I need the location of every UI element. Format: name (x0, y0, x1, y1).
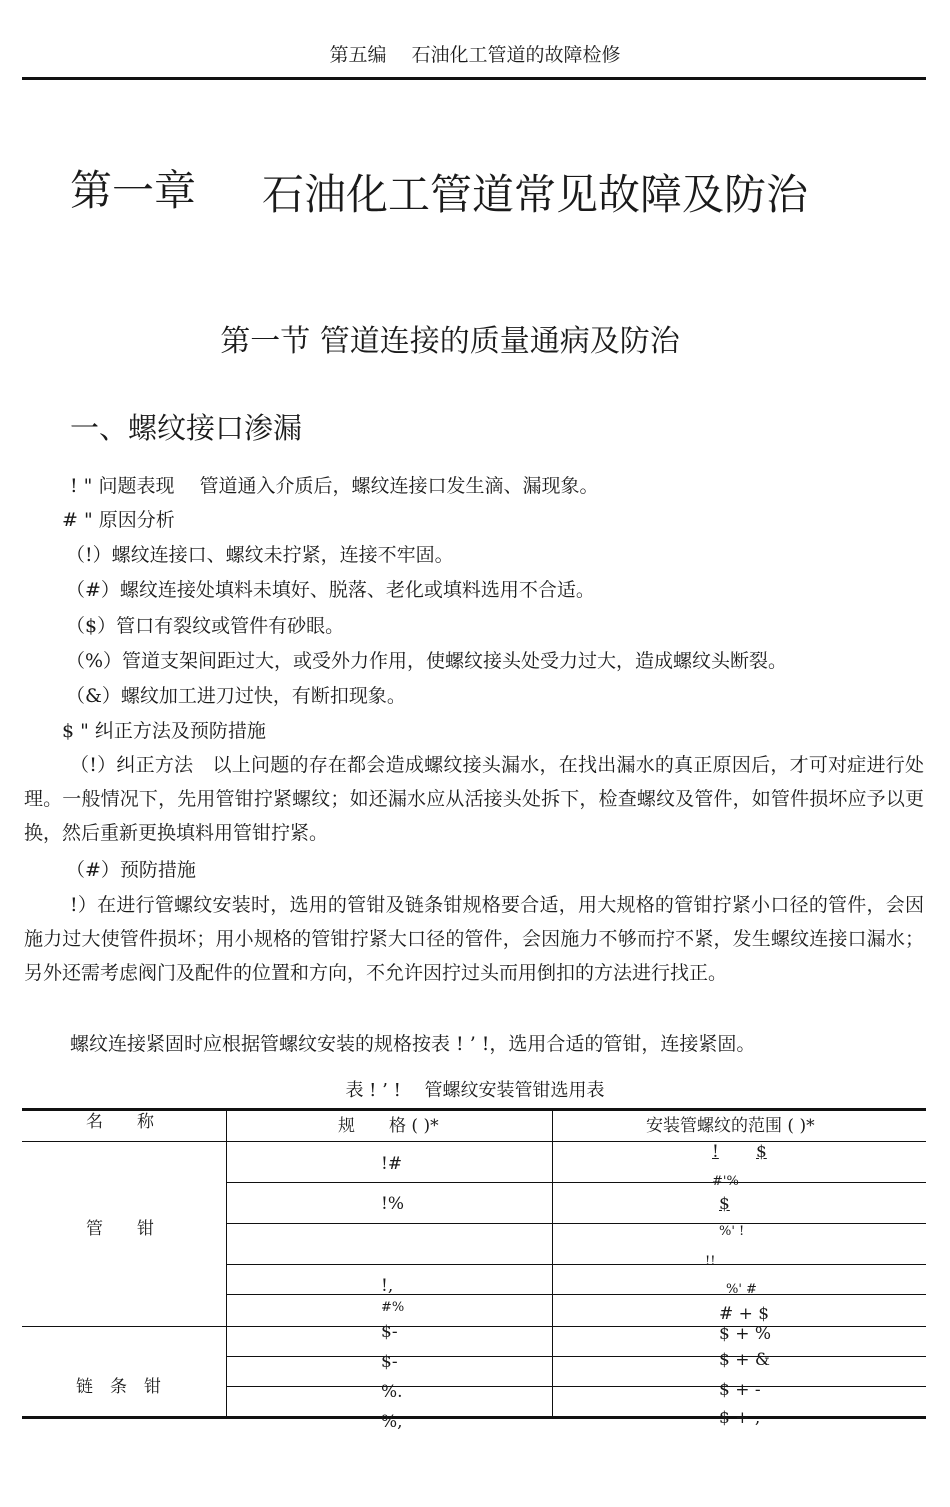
chapter-number: 第一章 (70, 166, 197, 215)
subsection-title: 一、螺纹接口渗漏 (70, 411, 303, 445)
spec-cell: $- (381, 1322, 398, 1342)
table-header-spec: 规 格 ( )* (338, 1116, 439, 1136)
cause-item-5: （&）螺纹加工进刀过快，有断扣现象。 (66, 685, 406, 707)
chapter-title: 石油化工管道常见故障及防治 (262, 170, 809, 219)
range-cell: $ + & (719, 1350, 770, 1370)
header-rule (22, 77, 926, 80)
problem-line: ! " 问题表现 管道通入介质后，螺纹连接口发生滴、漏现象。 (70, 475, 599, 497)
table-caption: 表 ! ’ ! 管螺纹安装管钳选用表 (345, 1080, 605, 1101)
table-header-rule (22, 1141, 926, 1142)
cause-item-4: （%）管道支架间距过大，或受外力作用，使螺纹接头处受力过大，造成螺纹头断裂。 (66, 650, 788, 672)
table-row-rule (226, 1294, 926, 1295)
group-chain-wrench: 链 条 钳 (76, 1377, 161, 1397)
running-head: 第五编 石油化工管道的故障检修 (329, 44, 621, 66)
table-reference-line: 螺纹连接紧固时应根据管螺纹安装的规格按表 ! ’ !，选用合适的管钳，连接紧固。 (70, 1033, 756, 1055)
table-header-range: 安装管螺纹的范围 ( )* (646, 1116, 815, 1136)
cause-item-3: （$）管口有裂纹或管件有砂眼。 (66, 615, 345, 637)
spec-cell: %. (381, 1382, 403, 1402)
prevention-text: !）在进行管螺纹安装时，选用的管钳及链条钳规格要合适，用大规格的管钳拧紧小口径的管件，会因施力过大使管件损坏；用小规格的管钳拧紧大口径的管件，会因施力不够而拧不紧，发生螺纹连接口漏水；另外还需考虑阀门及配件的位置和方向，不允许因拧过头而用倒扣的方法进行找正。 (24, 894, 924, 984)
range-cell: %' ! (719, 1224, 745, 1239)
spec-cell: !, (381, 1276, 394, 1296)
table-top-rule (22, 1108, 926, 1111)
table-row-rule (226, 1223, 926, 1224)
correction-paragraph (24, 748, 924, 850)
spec-cell: !% (381, 1194, 404, 1214)
range-cell: # + $ (719, 1304, 770, 1324)
table-group-rule (22, 1326, 926, 1327)
spec-cell: !# (381, 1154, 403, 1174)
spec-cell: #% (381, 1300, 405, 1315)
group-pipe-wrench: 管 钳 (86, 1219, 154, 1239)
cause-heading: # " 原因分析 (62, 509, 175, 531)
range-cell: ! (712, 1142, 719, 1162)
prevention-heading: （#）预防措施 (66, 859, 196, 881)
table-row-rule (226, 1264, 926, 1265)
cause-item-2: （#）螺纹连接处填料未填好、脱落、老化或填料选用不合适。 (66, 579, 595, 601)
range-cell: $ + , (719, 1408, 761, 1428)
section-title: 第一节 管道连接的质量通病及防治 (220, 324, 680, 359)
spec-cell: %, (381, 1412, 403, 1432)
cause-item-1: （!）螺纹连接口、螺纹未拧紧，连接不牢固。 (66, 544, 454, 566)
range-cell: !! (705, 1254, 716, 1269)
table-row-rule (226, 1182, 926, 1183)
range-cell: $ (719, 1194, 730, 1214)
table-row-rule (226, 1386, 926, 1387)
remedy-heading: $ " 纠正方法及预防措施 (62, 720, 266, 742)
prevention-paragraph (24, 888, 924, 990)
table-bottom-rule (22, 1416, 926, 1419)
table-header-name: 名 称 (86, 1112, 154, 1132)
range-cell: $ + - (719, 1380, 761, 1400)
range-cell: %' # (726, 1282, 757, 1297)
range-cell: #'% (712, 1174, 739, 1189)
table-row-rule (226, 1356, 926, 1357)
range-cell: $ (756, 1142, 767, 1162)
range-cell: $ + % (719, 1324, 772, 1344)
correction-text: （!）纠正方法 以上问题的存在都会造成螺纹接头漏水，在找出漏水的真正原因后，才可对症进行处理。一般情况下，先用管钳拧紧螺纹；如还漏水应从活接头处拆下，检查螺纹及管件，如管件损坏应予以更换，然后重新更换填料用管钳拧紧。 (24, 754, 924, 844)
spec-cell: $- (381, 1352, 398, 1372)
